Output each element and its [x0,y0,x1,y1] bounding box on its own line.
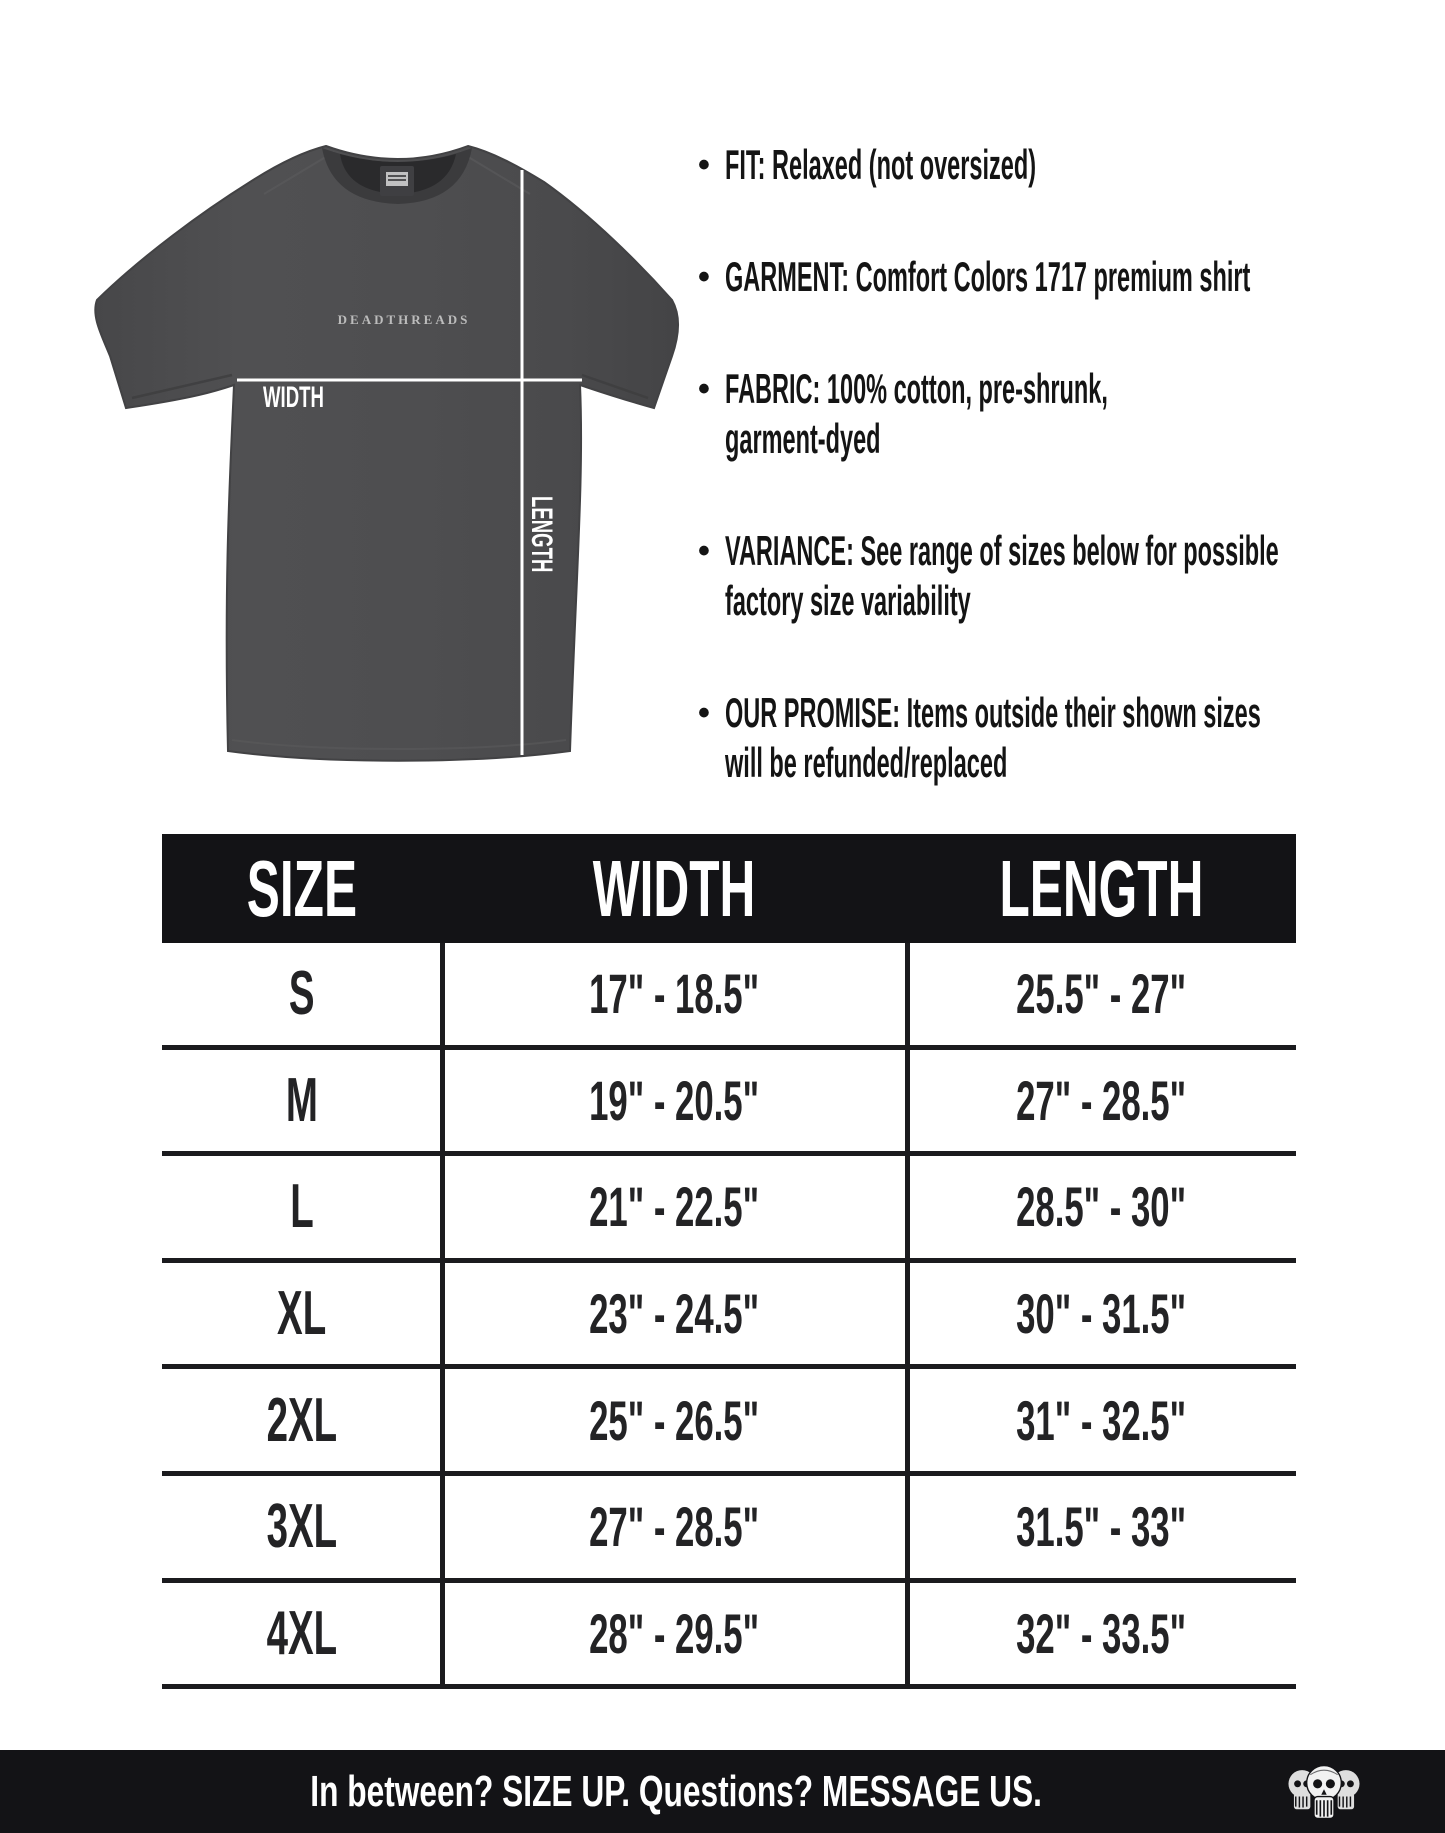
product-bullets [698,140,1338,850]
footer-bar [0,1750,1445,1833]
cell-width: 28" - 29.5" [589,1601,760,1665]
bullet-line: VARIANCE: See range of sizes below for possible [725,527,1279,574]
header-width: WIDTH [593,844,756,933]
bullet-dot: • [698,532,710,570]
header-length: LENGTH [999,844,1204,933]
bullet-item [698,526,1338,626]
size-table [162,834,1296,1689]
table-row [162,1583,1296,1690]
cell-size: 2XL [266,1385,338,1455]
cell-length: 31" - 32.5" [1016,1388,1187,1452]
neck-tag-label [386,172,408,186]
bullet-dot: • [698,694,710,732]
bullet-dot: • [698,258,710,296]
bullet-line: FABRIC: 100% cotton, pre-shrunk, [725,365,1108,412]
column-divider [440,943,445,1689]
bullet-item [698,688,1338,788]
cell-size: 4XL [266,1598,338,1668]
width-measure-label: WIDTH [263,380,324,415]
table-row [162,1476,1296,1583]
cell-length: 27" - 28.5" [1016,1068,1187,1132]
cell-size: L [290,1172,314,1242]
bullet-item [698,364,1338,464]
bullet-line: factory size variability [725,577,971,624]
cell-length: 32" - 33.5" [1016,1601,1187,1665]
bullet-line: OUR PROMISE: Items outside their shown sizes [725,689,1261,736]
cell-width: 27" - 28.5" [589,1495,760,1559]
tshirt-body [95,146,678,761]
cell-length: 30" - 31.5" [1016,1282,1187,1346]
tshirt-diagram [82,106,702,776]
cell-length: 31.5" - 33" [1016,1495,1187,1559]
header-size: SIZE [246,844,358,933]
table-row [162,1050,1296,1157]
bullet-line: FIT: Relaxed (not oversized) [725,141,1037,188]
cell-size: M [285,1065,319,1135]
table-row [162,1156,1296,1263]
bullet-item [698,140,1338,190]
length-measure-label: LENGTH [524,496,559,573]
cell-length: 25.5" - 27" [1016,962,1187,1026]
tshirt-image [82,106,702,776]
bullet-dot: • [698,146,710,184]
cell-width: 19" - 20.5" [589,1068,760,1132]
cell-length: 28.5" - 30" [1016,1175,1187,1239]
three-skulls-icon [1283,1757,1365,1827]
table-row [162,1369,1296,1476]
table-row [162,1263,1296,1370]
column-divider [905,943,910,1689]
cell-width: 17" - 18.5" [589,962,760,1026]
bullet-line: garment-dyed [725,415,881,462]
cell-width: 23" - 24.5" [589,1282,760,1346]
size-table-body [162,943,1296,1689]
cell-size: 3XL [266,1492,338,1562]
cell-width: 25" - 26.5" [589,1388,760,1452]
bullet-item [698,252,1338,302]
brand-print: DEADTHREADS [337,312,471,327]
cell-width: 21" - 22.5" [589,1175,760,1239]
cell-size: S [289,959,315,1029]
table-row [162,943,1296,1050]
bullet-dot: • [698,370,710,408]
cell-size: XL [277,1279,327,1349]
size-table-header [162,834,1296,943]
bullet-line: will be refunded/replaced [725,739,1008,786]
footer-message: In between? SIZE UP. Questions? MESSAGE US. [310,1767,1042,1816]
bullet-line: GARMENT: Comfort Colors 1717 premium shirt [725,253,1251,300]
